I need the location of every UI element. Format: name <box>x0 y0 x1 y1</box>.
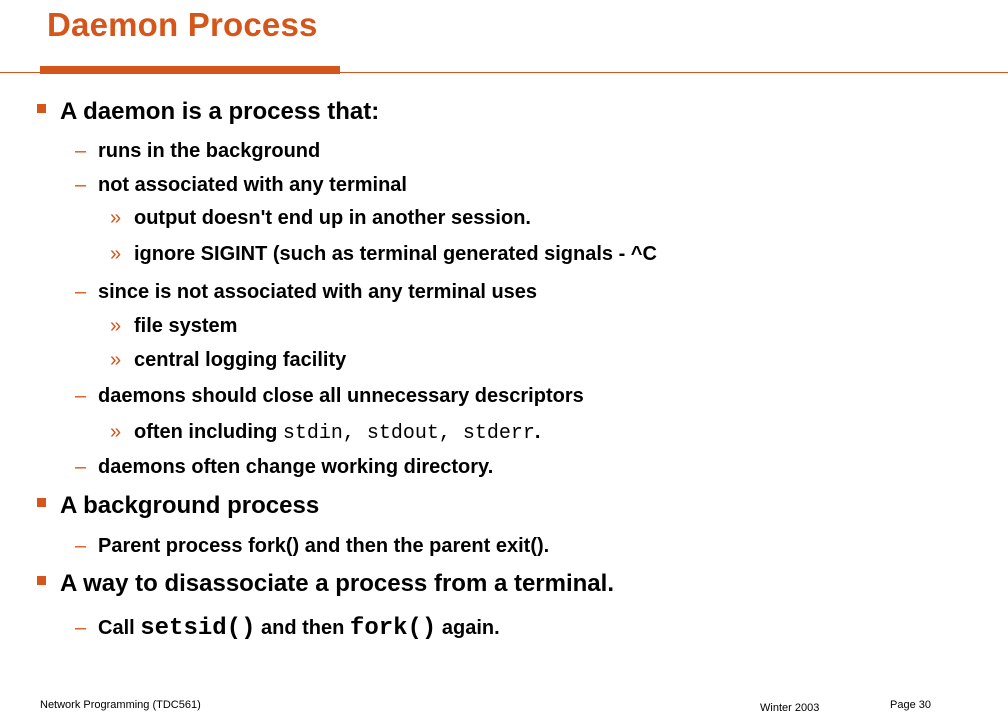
code-std-descriptors: stdin, stdout, stderr <box>282 422 535 445</box>
dash-bullet-icon: – <box>75 617 87 639</box>
dash-bullet-icon: – <box>75 140 87 162</box>
code-fork: fork() <box>349 615 437 642</box>
subitem-uses: – since is not associated with any terminal uses <box>75 281 538 303</box>
chevron-bullet-icon: » <box>110 207 122 229</box>
bullet-daemon-definition: A daemon is a process that: <box>37 98 379 126</box>
slide-title: Daemon Process <box>47 6 318 43</box>
square-bullet-icon <box>37 498 46 507</box>
subitem-change-directory: – daemons often change working directory. <box>75 456 494 478</box>
subitem-close-descriptors: – daemons should close all unnecessary descriptors <box>75 385 584 407</box>
subitem-no-terminal: – not associated with any terminal <box>75 174 407 196</box>
bullet-disassociate: A way to disassociate a process from a terminal. <box>37 570 614 598</box>
footer-page-number: Page 30 <box>890 699 931 711</box>
square-bullet-icon <box>37 576 46 585</box>
dash-bullet-icon: – <box>75 174 87 196</box>
subsubitem-std-descriptors: » often including stdin, stdout, stderr. <box>110 421 541 445</box>
title-accent-bar <box>40 66 340 74</box>
subsubitem-sigint: » ignore SIGINT (such as terminal generated signals - ^C <box>110 243 657 265</box>
chevron-bullet-icon: » <box>110 349 122 371</box>
code-setsid: setsid() <box>140 615 256 642</box>
chevron-bullet-icon: » <box>110 243 122 265</box>
footer-course: Network Programming (TDC561) <box>40 699 201 711</box>
subitem-fork-exit: – Parent process fork() and then the parent exit(). <box>75 535 550 557</box>
dash-bullet-icon: – <box>75 281 87 303</box>
chevron-bullet-icon: » <box>110 421 122 443</box>
dash-bullet-icon: – <box>75 535 87 557</box>
dash-bullet-icon: – <box>75 456 87 478</box>
subsubitem-logging: » central logging facility <box>110 349 347 371</box>
dash-bullet-icon: – <box>75 385 87 407</box>
subitem-background: – runs in the background <box>75 140 321 162</box>
subsubitem-file-system: » file system <box>110 315 238 337</box>
subitem-setsid: – Call setsid() and then fork() again. <box>75 615 500 642</box>
subsubitem-output: » output doesn't end up in another session. <box>110 207 531 229</box>
bullet-background-process: A background process <box>37 492 319 520</box>
footer-term: Winter 2003 <box>760 702 820 714</box>
chevron-bullet-icon: » <box>110 315 122 337</box>
square-bullet-icon <box>37 104 46 113</box>
